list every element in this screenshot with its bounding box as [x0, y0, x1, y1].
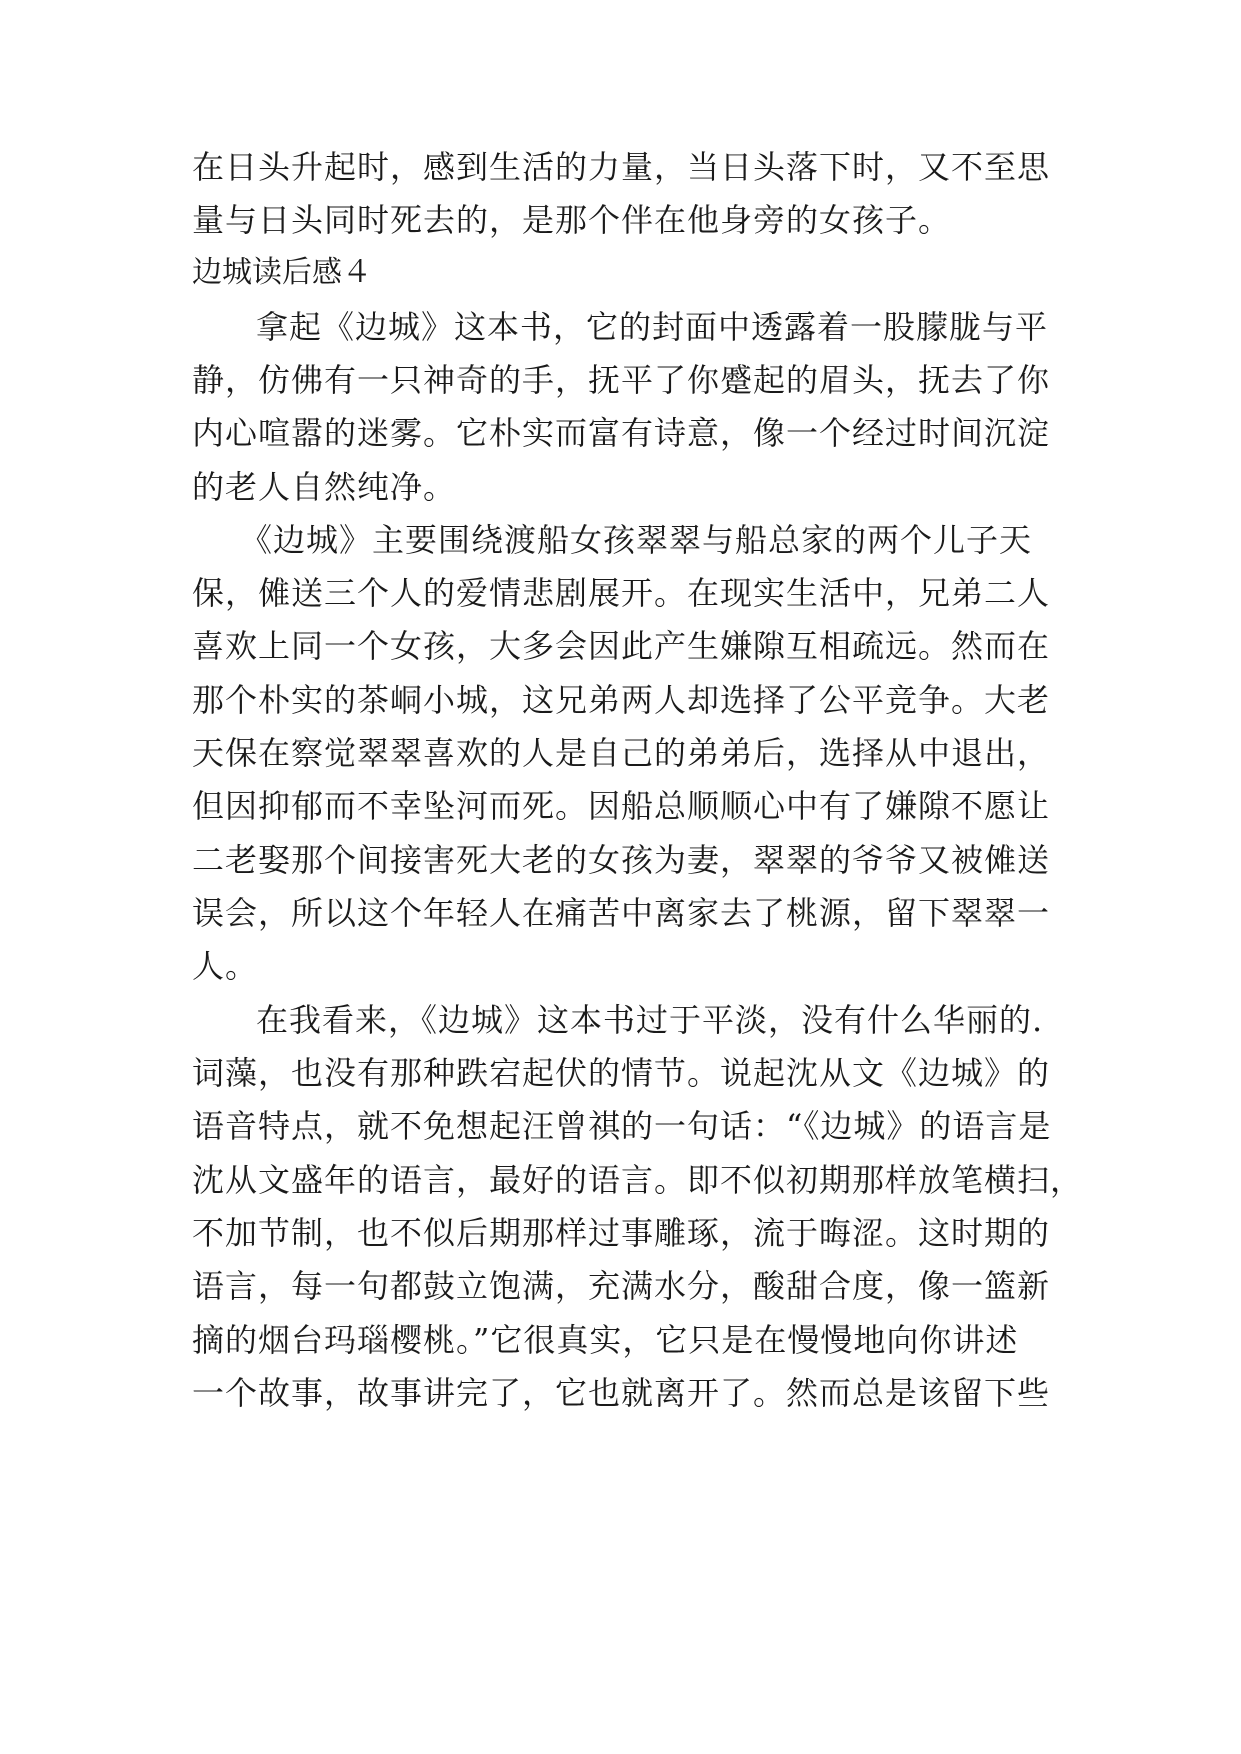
text-line: 一个故事，故事讲完了，它也就离开了。然而总是该留下些: [192, 1374, 1051, 1412]
text-line: 量与日头同时死去的，是那个伴在他身旁的女孩子。: [192, 201, 952, 239]
text-line: 天保在察觉翠翠喜欢的人是自己的弟弟后，选择从中退出，: [192, 734, 1051, 772]
text-line: 不加节制，也不似后期那样过事雕琢，流于晦涩。这时期的: [192, 1214, 1051, 1252]
text-line: 沈从文盛年的语言，最好的语言。即不似初期那样放笔横扫，: [192, 1161, 1084, 1199]
text-line: 的老人自然纯净。: [192, 468, 457, 506]
text-line: 保，傩送三个人的爱情悲剧展开。在现实生活中，兄弟二人: [192, 574, 1051, 612]
text-line: 那个朴实的茶峒小城，这兄弟两人却选择了公平竞争。大老: [192, 681, 1051, 719]
paragraph-first-line: 拿起《边城》这本书，它的封面中透露着一股朦胧与平: [256, 308, 1049, 346]
section-heading: 边城读后感４: [192, 255, 372, 290]
paragraph-first-line: 《边城》主要围绕渡船女孩翠翠与船总家的两个儿子天: [240, 521, 1033, 559]
text-line: 摘的烟台玛瑙樱桃。”它很真实，它只是在慢慢地向你讲述: [192, 1321, 1019, 1359]
text-line: 人。: [192, 947, 259, 985]
text-line: 语音特点，就不免想起汪曾祺的一句话：“《边城》的语言是: [192, 1107, 1052, 1145]
text-line: 在日头升起时，感到生活的力量，当日头落下时，又不至思: [192, 148, 1051, 186]
text-line: 静，仿佛有一只神奇的手，抚平了你蹙起的眉头，抚去了你: [192, 361, 1051, 399]
paragraph-first-line: 在我看来，《边城》这本书过于平淡，没有什么华丽的.: [256, 1001, 1044, 1039]
text-line: 喜欢上同一个女孩，大多会因此产生嫌隙互相疏远。然而在: [192, 627, 1051, 665]
text-line: 二老娶那个间接害死大老的女孩为妻，翠翠的爷爷又被傩送: [192, 841, 1051, 879]
text-line: 误会，所以这个年轻人在痛苦中离家去了桃源，留下翠翠一: [192, 894, 1051, 932]
text-line: 语言，每一句都鼓立饱满，充满水分，酸甜合度，像一篮新: [192, 1267, 1051, 1305]
text-line: 内心喧嚣的迷雾。它朴实而富有诗意，像一个经过时间沉淀: [192, 414, 1051, 452]
text-line: 词藻，也没有那种跌宕起伏的情节。说起沈从文《边城》的: [192, 1054, 1051, 1092]
text-line: 但因抑郁而不幸坠河而死。因船总顺顺心中有了嫌隙不愿让: [192, 787, 1051, 825]
